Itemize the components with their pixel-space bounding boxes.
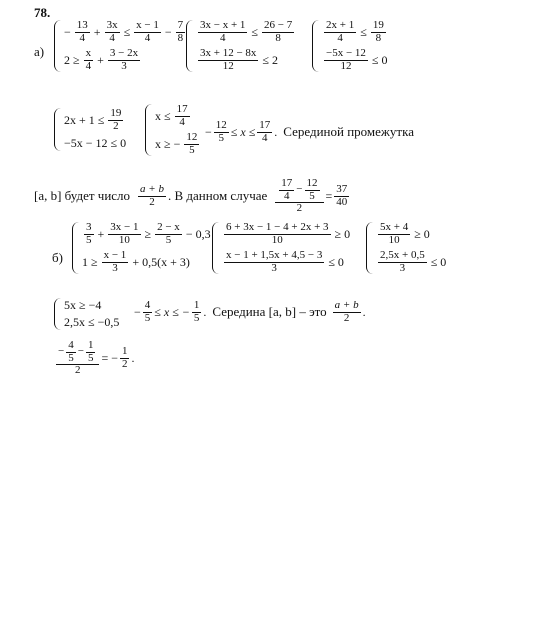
fraction: $\frac{x - 1}{4}$ [136,19,159,44]
fraction: $\frac{-5x - 12}{12}$ [326,47,366,72]
part-b-system-2: $\frac{6 + 3x - 1 - 4 + 2x + 3}{10}$ ≥ 0 $\frac{x - 1 + 1,5x + 4,5 - 3}{3}$ ≤ 0 [212,222,350,274]
fraction: $\frac{6 + 3x - 1 - 4 + 2x + 3}{10}$ [226,221,329,246]
part-a-midpoint-line: [a, b] будет число $\frac{a + b}{2}$ . В данном случае $\frac{17}{4}$ − $\frac{12}{5}$ 2 = $\frac{37}{40}$ [34,177,348,215]
part-b-interval: − $\frac{4}{5}$ ≤ x ≤ − $\frac{1}{5}$ . Середина [a, b] – это $\frac{a + b}{2}$ . [134,299,366,324]
fraction: $\frac{19}{2}$ [110,107,122,132]
part-a-system-4: 2x + 1 ≤ $\frac{19}{2}$ −5x − 12 ≤ 0 [54,108,126,151]
fraction: $\frac{2 - x}{5}$ [157,221,180,246]
fraction: $\frac{x - 1 + 1,5x + 4,5 - 3}{3}$ [226,249,323,274]
part-b-label: б) [52,250,63,265]
part-a-text-1: Серединой промежутка [283,124,414,140]
part-a-system-1: − $\frac{13}{4}$ + $\frac{3x}{4}$ ≤ $\frac{x - 1}{4}$ − $\frac{7}{8}$ 2 ≥ $\frac{x}{4}$ + $\frac{3 - 2x}{3}$ [54,20,187,72]
fraction: $\frac{3}{5}$ [86,221,92,246]
fraction: $\frac{4}{5}$ [144,299,151,324]
fraction: $\frac{12}{5}$ [215,119,227,144]
part-a-system-5: x ≤ $\frac{17}{4}$ x ≥ − $\frac{12}{5}$ [145,104,201,156]
fraction: $\frac{2,5x + 0,5}{3}$ [380,249,425,274]
part-a-interval: − $\frac{12}{5}$ ≤ x ≤ $\frac{17}{4}$ . Серединой промежутка [205,119,414,144]
part-b-system-3: $\frac{5x + 4}{10}$ ≥ 0 $\frac{2,5x + 0,5}{3}$ ≤ 0 [366,222,446,274]
calc-fraction: $\frac{17}{4}$ − $\frac{12}{5}$ 2 [275,178,323,215]
fraction: $\frac{3x}{4}$ [106,19,118,44]
fraction: $\frac{26 - 7}{8}$ [264,19,293,44]
part-b-calc: − $\frac{4}{5}$ − $\frac{1}{5}$ 2 = − $\frac{1}{2}$ . [58,339,135,377]
fraction: $\frac{1}{5}$ [193,299,200,324]
fraction: $\frac{3x + 12 - 8x}{12}$ [200,47,257,72]
fraction: $\frac{x - 1}{3}$ [103,249,127,274]
calc-fraction: − $\frac{4}{5}$ − $\frac{1}{5}$ 2 [56,340,99,377]
fraction: $\frac{x}{4}$ [85,47,92,72]
fraction: $\frac{5x + 4}{10}$ [380,221,409,246]
fraction: $\frac{17}{4}$ [176,103,188,128]
fraction: $\frac{37}{40}$ [336,183,348,208]
part-a-label: а) [34,44,45,59]
fraction: $\frac{19}{8}$ [372,19,384,44]
fraction: $\frac{17}{4}$ [259,119,271,144]
part-b-system-1: $\frac{3}{5}$ + $\frac{3x - 1}{10}$ ≥ $\frac{2 - x}{5}$ − 0,3 1 ≥ $\frac{x - 1}{3}$ + 0,5(x + 3) [72,222,211,274]
problem-number: 78. [34,5,51,20]
fraction: $\frac{3x - 1}{10}$ [110,221,139,246]
fraction: $\frac{1}{2}$ [121,345,128,370]
fraction: $\frac{a + b}{2}$ [334,299,359,324]
fraction: $\frac{7}{8}$ [177,19,184,44]
part-b-system-4: 5x ≥ −4 2,5x ≤ −0,5 [54,298,119,330]
fraction: $\frac{12}{5}$ [186,131,198,156]
part-a-system-2: $\frac{3x - x + 1}{4}$ ≤ $\frac{26 - 7}{8}$ $\frac{3x + 12 - 8x}{12}$ ≤ 2 [186,20,296,72]
fraction: $\frac{13}{4}$ [76,19,88,44]
fraction: $\frac{2x + 1}{4}$ [326,19,355,44]
fraction: $\frac{a + b}{2}$ [140,183,164,208]
fraction: $\frac{3x - x + 1}{4}$ [200,19,246,44]
fraction: $\frac{3 - 2x}{3}$ [109,47,139,72]
part-b-text-1: Середина [a, b] – это [212,304,327,320]
part-a-system-3: $\frac{2x + 1}{4}$ ≤ $\frac{19}{8}$ $\frac{-5x - 12}{12}$ ≤ 0 [312,20,388,72]
